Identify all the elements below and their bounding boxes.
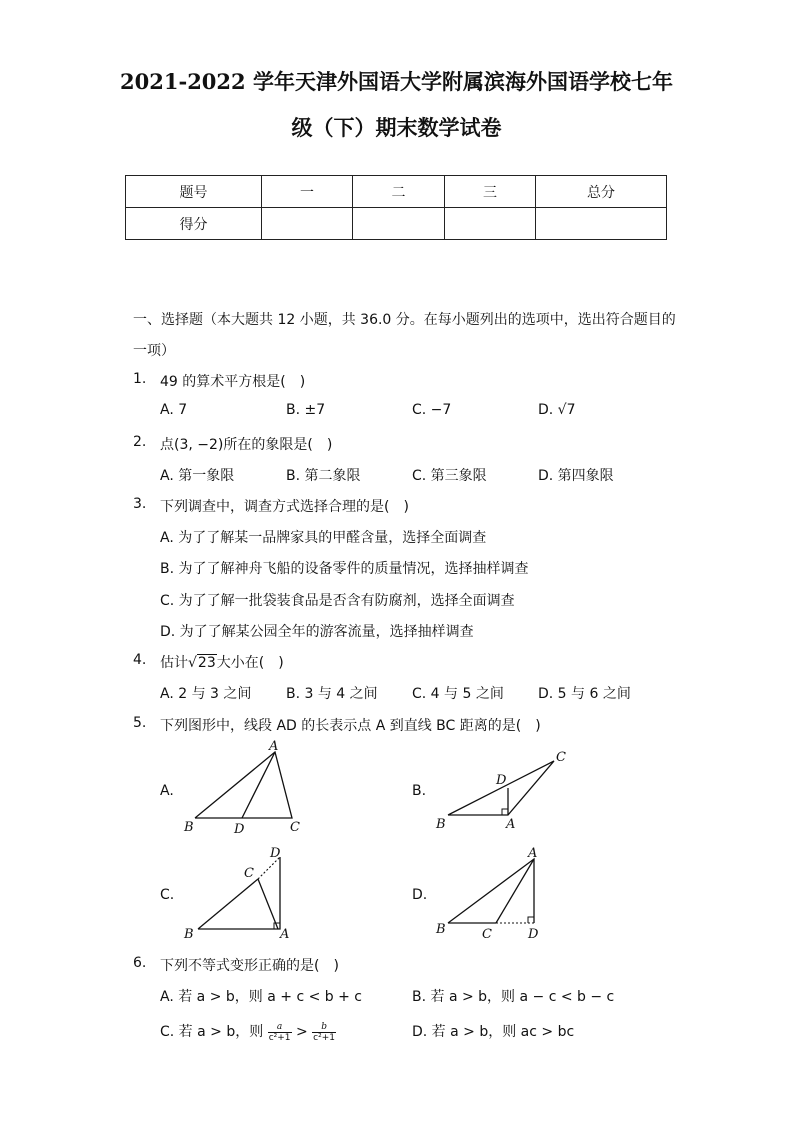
option-a[interactable]: A. 第一象限 (160, 468, 235, 484)
question-stem: 下列调查中，调查方式选择合理的是( ) (160, 499, 409, 515)
question-number: 4. (133, 652, 147, 668)
score-cell[interactable] (445, 208, 536, 240)
option-d[interactable]: D. 为了了解某公园全年的游客流量，选择抽样调查 (160, 624, 474, 640)
figure-d (432, 845, 562, 945)
label-d: D (496, 773, 507, 788)
label-d: D (234, 822, 245, 837)
option-a[interactable]: A. (160, 783, 174, 799)
question-stem: 49 的算术平方根是( ) (160, 374, 306, 390)
option-b[interactable]: B. 若 a > b，则 a − c < b − c (412, 989, 615, 1005)
question-number: 2. (133, 434, 147, 450)
option-b[interactable]: B. (412, 783, 427, 799)
option-d[interactable]: D. (412, 887, 428, 903)
figure-b (432, 748, 572, 833)
option-d[interactable]: D. 5 与 6 之间 (538, 686, 631, 702)
row-label-cell: 得分 (126, 208, 262, 240)
option-b[interactable]: B. 为了了解神舟飞船的设备零件的质量情况，选择抽样调查 (160, 561, 529, 577)
figure-c (180, 845, 310, 945)
score-table-score-row (126, 208, 667, 240)
score-cell[interactable] (353, 208, 445, 240)
label-d: D (528, 927, 539, 942)
question-stem: 点(3, −2)所在的象限是( ) (160, 437, 333, 453)
option-c-text: C. 若 a > b，则 (160, 1024, 264, 1040)
stem-prefix: 估计 (160, 655, 188, 671)
label-c: C (244, 866, 254, 881)
fraction-right: $\frac{b}{\text{c²+1}}$ (313, 1021, 335, 1043)
figure-a (180, 740, 310, 835)
option-a[interactable]: A. 7 (160, 402, 188, 418)
label-c: C (290, 820, 300, 835)
label-b: B (436, 817, 446, 832)
question-stem: 估计√23大小在( ) (160, 655, 284, 671)
label-a: A (280, 927, 290, 942)
stem-suffix: 大小在( ) (216, 655, 284, 671)
greater-than: > (295, 1024, 308, 1040)
label-a: A (506, 817, 516, 832)
header-cell: 一 (262, 176, 353, 208)
label-c: C (482, 927, 492, 942)
score-table (125, 175, 667, 240)
section-heading-line2: 一项） (133, 343, 175, 359)
option-a[interactable]: A. 2 与 3 之间 (160, 686, 252, 702)
question-number: 1. (133, 371, 147, 387)
label-b: B (184, 927, 194, 942)
question-stem: 下列图形中，线段 AD 的长表示点 A 到直线 BC 距离的是( ) (160, 718, 541, 734)
option-b[interactable]: B. ±7 (286, 402, 326, 418)
score-table-header-row (126, 176, 667, 208)
option-a[interactable]: A. 若 a > b，则 a + c < b + c (160, 989, 362, 1005)
option-a[interactable]: A. 为了了解某一品牌家具的甲醛含量，选择全面调查 (160, 530, 487, 546)
option-c[interactable]: C. (160, 887, 175, 903)
header-cell: 总分 (536, 176, 667, 208)
option-c[interactable]: C. 为了了解一批袋装食品是否含有防腐剂，选择全面调查 (160, 593, 515, 609)
option-d[interactable]: D. 若 a > b，则 ac > bc (412, 1024, 575, 1040)
header-cell: 二 (353, 176, 445, 208)
option-b[interactable]: B. 第二象限 (286, 468, 361, 484)
label-d: D (270, 846, 281, 861)
label-c: C (556, 750, 566, 765)
option-d[interactable]: D. 第四象限 (538, 468, 614, 484)
radicand: 23 (197, 655, 216, 671)
fraction-left: $\frac{a}{\text{c²+1}}$ (268, 1021, 291, 1043)
option-c[interactable]: C. 4 与 5 之间 (412, 686, 504, 702)
score-cell[interactable] (262, 208, 353, 240)
question-number: 6. (133, 955, 147, 971)
score-cell[interactable] (536, 208, 667, 240)
question-number: 3. (133, 496, 147, 512)
option-c[interactable]: C. 第三象限 (412, 468, 487, 484)
label-a: A (269, 739, 279, 754)
paper-title-line1: 2021-2022 学年天津外国语大学附属滨海外国语学校七年 (120, 69, 673, 94)
option-c[interactable]: C. −7 (412, 402, 452, 418)
label-a: A (528, 846, 538, 861)
label-b: B (184, 820, 194, 835)
paper-title-line2: 级（下）期末数学试卷 (291, 115, 502, 140)
option-d[interactable]: D. √7 (538, 402, 576, 418)
header-cell: 三 (445, 176, 536, 208)
section-heading-line1: 一、选择题（本大题共 12 小题，共 36.0 分。在每小题列出的选项中，选出符合题目的 (133, 312, 676, 328)
option-b[interactable]: B. 3 与 4 之间 (286, 686, 378, 702)
header-cell: 题号 (126, 176, 262, 208)
label-b: B (436, 922, 446, 937)
option-c[interactable] (160, 1021, 336, 1043)
question-stem: 下列不等式变形正确的是( ) (160, 958, 339, 974)
question-number: 5. (133, 715, 147, 731)
